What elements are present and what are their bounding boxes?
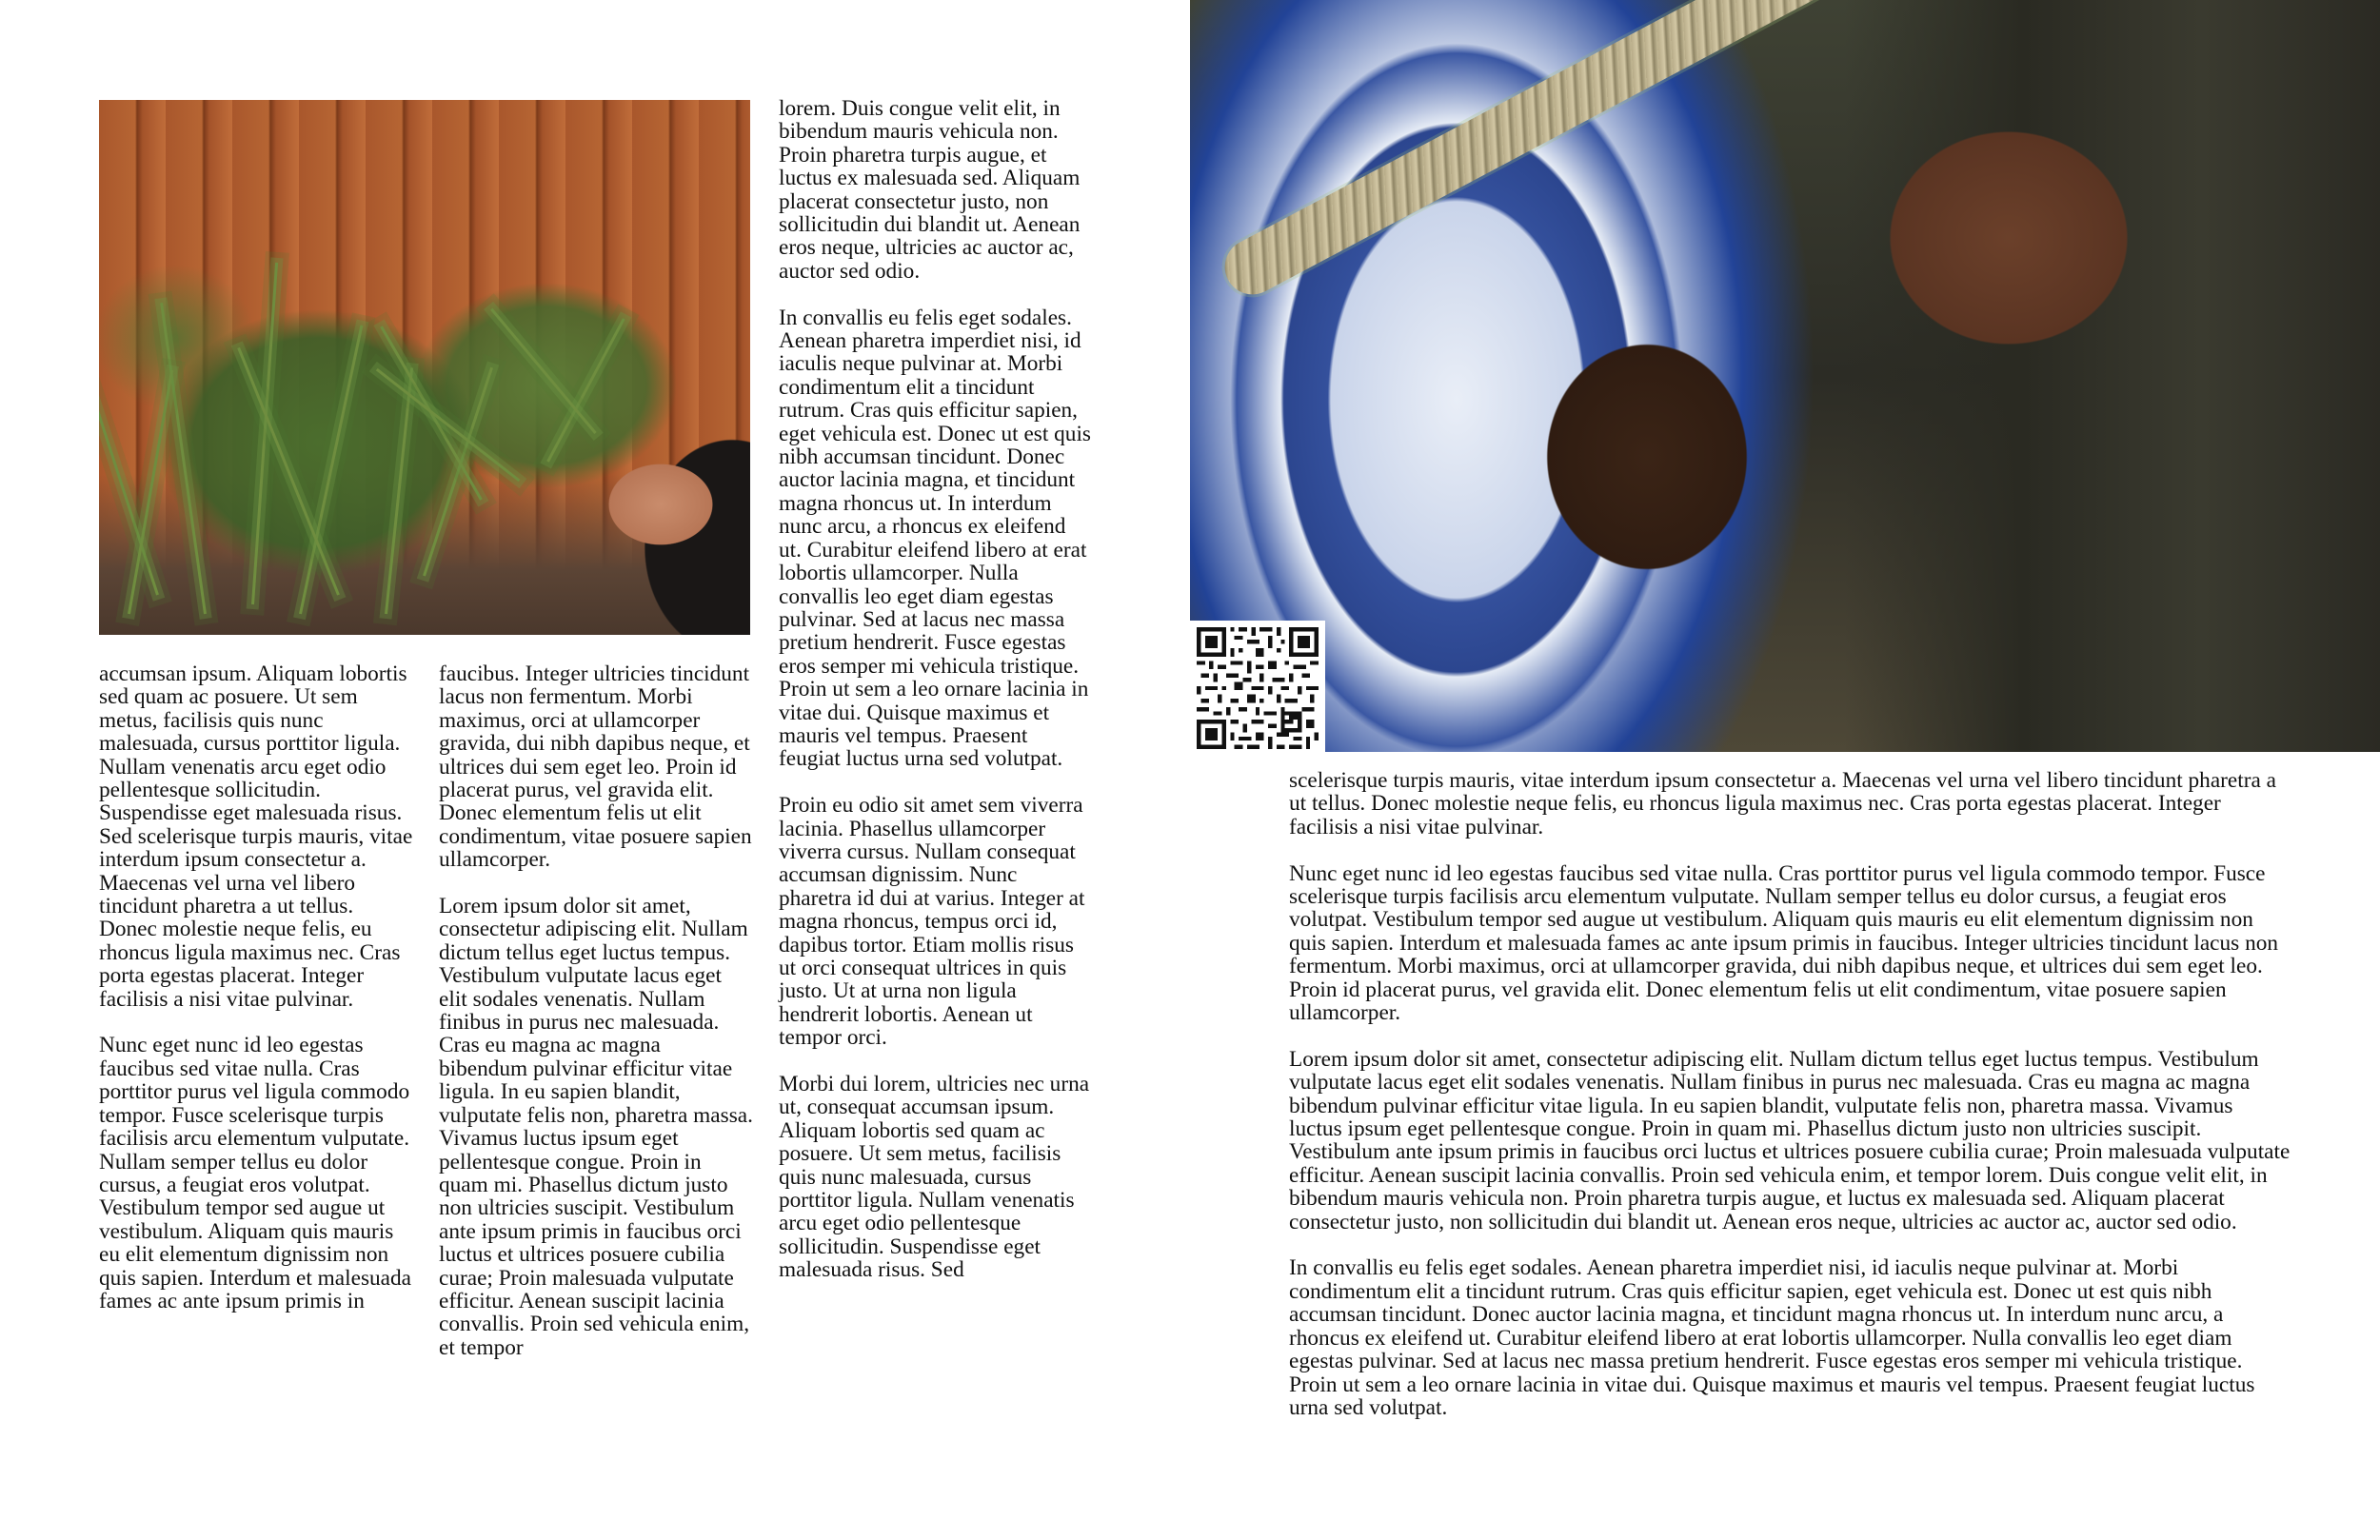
rosemary-stem xyxy=(237,347,340,596)
text-column-3 xyxy=(779,97,1093,1282)
rosemary-stem xyxy=(160,303,207,614)
text-column-1 xyxy=(99,662,413,1313)
rosemary-stem xyxy=(376,368,521,482)
rosemary-stem xyxy=(490,308,597,434)
rosemary-stem xyxy=(423,367,493,577)
herb-bundle-photo xyxy=(1190,0,2380,752)
text-block-right xyxy=(1289,769,2291,1419)
paragraph: faucibus. Integer ultricies tincidunt lacus non fermentum. Morbi maximus, orci at ullamcorper gravida, dui nibh dapibus neque, et ultrices dui sem eget leo. Proin id placerat purus, vel gravida elit. Donec elementum felis ut elit condimentum, vitae posuere sapien ullamcorper. xyxy=(439,661,752,873)
paragraph: Lorem ipsum dolor sit amet, consectetur adipiscing elit. Nullam dictum tellus eget luctus tempus. Vestibulum vulputate lacus eget elit sodales venenatis. Nullam finibus in purus nec malesuada. Cras eu magna ac magna bibendum pulvinar efficitur vitae ligula. In eu sapien blandit, vulputate felis non, pharetra massa. Vivamus luctus ipsum eget pellentesque congue. Proin in quam mi. Phasellus dictum justo non ultricies suscipit. Vestibulum ante ipsum primis in faucibus orci luctus et ultrices posuere cubilia curae; Proin malesuada vulputate efficitur. Aenean suscipit lacinia convallis. Proin sed vehicula enim, et tempor lorem. Duis congue velit elit, in bibendum mauris vehicula non. Proin pharetra turpis augue, et luctus ex malesuada sed. Aliquam placerat consectetur justo, non sollicitudin dui blandit ut. Aenean eros neque, ultricies ac auctor ac, auctor sed odio. xyxy=(1289,1046,2291,1234)
paragraph: Nunc eget nunc id leo egestas faucibus sed vitae nulla. Cras porttitor purus vel ligula commodo tempor. Fusce scelerisque turpis facilisis arcu elementum vulputate. Nullam semper tellus eu dolor cursus, a feugiat eros volutpat. Vestibulum tempor sed augue ut vestibulum. Aliquam quis mauris eu elit elementum dignissim non quis sapien. Interdum et malesuada fames ac ante ipsum primis in faucibus. Integer ultricies tincidunt lacus non fermentum. Morbi maximus, orci at ullamcorper gravida, dui nibh dapibus neque, et ultrices dui sem eget leo. Proin id placerat purus, vel gravida elit. Donec elementum felis ut elit condimentum, vitae posuere sapien ullamcorper. xyxy=(1289,860,2279,1026)
paragraph: Morbi dui lorem, ultricies nec urna ut, consequat accumsan ipsum. Aliquam lobortis sed quam ac posuere. Ut sem metus, facilisis quis nunc malesuada, cursus porttitor ligula. Nullam venenatis arcu eget odio pellentesque sollicitudin. Suspendisse eget malesuada risus. Sed xyxy=(779,1072,1090,1283)
paragraph: accumsan ipsum. Aliquam lobortis sed quam ac posuere. Ut sem metus, facilisis quis nunc malesuada, cursus porttitor ligula. Nullam venenatis arcu eget odio pellentesque sollicitudin. Suspendisse eget malesuada risus. Sed scelerisque turpis mauris, vitae interdum ipsum consectetur a. Maecenas vel urna vel libero tincidunt pharetra a ut tellus. Donec molestie neque felis, eu rhoncus ligula maximus nec. Cras porta egestas placerat. Integer facilisis a nisi vitae pulvinar. xyxy=(99,661,413,1012)
qr-code-graphic xyxy=(1197,627,1319,749)
paragraph: Nunc eget nunc id leo egestas faucibus sed vitae nulla. Cras porttitor purus vel ligula commodo tempor. Fusce scelerisque turpis facilisis arcu elementum vulputate. Nullam semper tellus eu dolor cursus, a feugiat eros volutpat. Vestibulum tempor sed augue ut vestibulum. Aliquam quis mauris eu elit elementum dignissim non quis sapien. Interdum et malesuada fames ac ante ipsum primis in xyxy=(99,1033,411,1313)
rosemary-stem xyxy=(299,325,363,614)
paragraph: In convallis eu felis eget sodales. Aenean pharetra imperdiet nisi, id iaculis neque pulvinar at. Morbi condimentum elit a tincidunt rutrum. Cras quis efficitur sapien, eget vehicula est. Donec ut est quis nibh accumsan tincidunt. Donec auctor lacinia magna, et tincidunt magna rhoncus ut. In interdum nunc arcu, a rhoncus ex eleifend ut. Curabitur eleifend libero at erat lobortis ullamcorper. Nulla convallis leo eget diam egestas pulvinar. Sed at lacus nec massa pretium hendrerit. Fusce egestas eros semper mi vehicula tristique. Proin ut sem a leo ornare lacinia in vitae dui. Quisque maximus et mauris vel tempus. Praesent feugiat luctus urna sed volutpat. xyxy=(779,305,1091,772)
rosemary-photo xyxy=(99,100,750,635)
qr-code[interactable] xyxy=(1190,621,1325,756)
paragraph: In convallis eu felis eget sodales. Aenean pharetra imperdiet nisi, id iaculis neque pulvinar at. Morbi condimentum elit a tincidunt rutrum. Cras quis efficitur sapien, eget vehicula est. Donec ut est quis nibh accumsan tincidunt. Donec auctor lacinia magna, et tincidunt magna rhoncus ut. In interdum nunc arcu, a rhoncus ex eleifend ut. Curabitur eleifend libero at erat lobortis ullamcorper. Nulla convallis leo eget diam egestas pulvinar. Sed at lacus nec massa pretium hendrerit. Fusce egestas eros semper mi vehicula tristique. Proin ut sem a leo ornare lacinia in vitae dui. Quisque maximus et mauris vel tempus. Praesent feugiat luctus urna sed volutpat. xyxy=(1289,1255,2255,1420)
text-column-2 xyxy=(439,662,753,1359)
rosemary-stem xyxy=(385,367,413,614)
paragraph: Lorem ipsum dolor sit amet, consectetur adipiscing elit. Nullam dictum tellus eget luctus tempus. Vestibulum vulputate lacus eget elit sodales venenatis. Nullam finibus in purus nec malesuada. Cras eu magna ac magna bibendum pulvinar efficitur vitae ligula. In eu sapien blandit, vulputate felis non, pharetra massa. Vivamus luctus ipsum eget pellentesque congue. Proin in quam mi. Phasellus dictum justo non ultricies suscipit. Vestibulum ante ipsum primis in faucibus orci luctus et ultrices posuere cubilia curae; Proin malesuada vulputate efficitur. Aenean suscipit lacinia convallis. Proin sed vehicula enim, et tempor xyxy=(439,894,753,1360)
paragraph: Proin eu odio sit amet sem viverra lacinia. Phasellus ullamcorper viverra cursus. Nullam consequat accumsan dignissim. Nunc pharetra id dui at varius. Integer at magna rhoncus, tempus orci id, dapibus tortor. Etiam mollis risus ut orci consequat ultrices in quis justo. Ut at urna non ligula hendrerit lobortis. Aenean ut tempor orci. xyxy=(779,793,1085,1051)
rosemary-stem xyxy=(99,323,159,595)
paragraph: scelerisque turpis mauris, vitae interdum ipsum consectetur a. Maecenas vel urna vel libero tincidunt pharetra a ut tellus. Donec molestie neque felis, eu rhoncus ligula maximus nec. Cras porta egestas placerat. Integer facilisis a nisi vitae pulvinar. xyxy=(1289,768,2276,839)
paragraph: lorem. Duis congue velit elit, in bibendum mauris vehicula non. Proin pharetra turpis augue, et luctus ex malesuada sed. Aliquam placerat consectetur justo, non sollicitudin dui blandit ut. Aenean eros neque, ultricies ac auctor ac, auctor sed odio. xyxy=(779,96,1081,284)
